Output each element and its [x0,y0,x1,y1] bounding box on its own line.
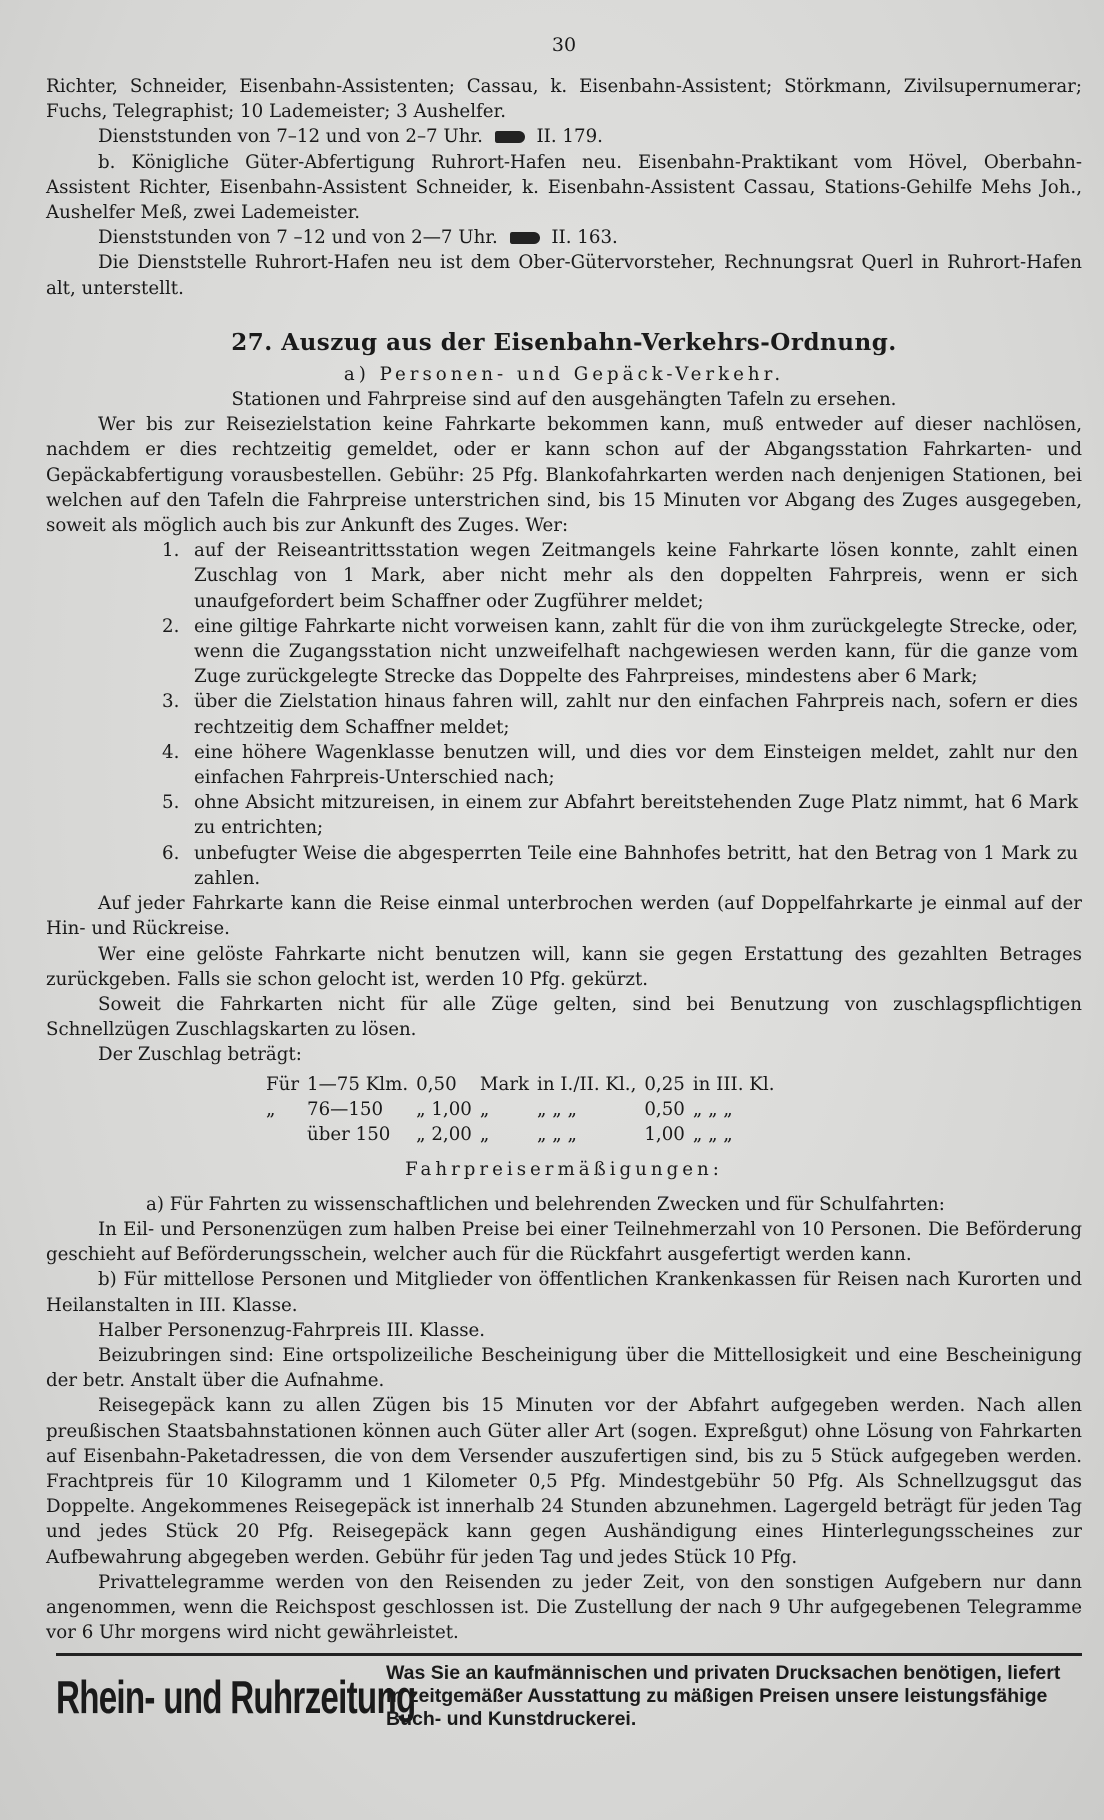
stations-note: Stationen und Fahrpreise sind auf den ausgehängten Tafeln zu ersehen. [231,389,897,411]
advertisement [56,1662,1082,1731]
pointing-hand-icon [495,131,525,143]
journey-break-paragraph: Auf jeder Fahrkarte kann die Reise einmal unterbrochen werden (auf Doppelfahrkarte je einmal auf der Hin- und Rückreise. [46,893,1082,940]
discount-a-text: In Eil- und Personenzügen zum halben Preise bei einer Teilnehmerzahl von 10 Personen. Die Beförderung geschieht auf Beförderungsschein, welcher auch für die Rückfahrt ausgefertigt werden kann. [46,1218,1082,1266]
express-paragraph: Soweit die Fahrkarten nicht für alle Züge gelten, sind bei Benutzung von zuschlagspflichtigen Schnellzügen Zuschlagskarten zu lösen. [46,993,1082,1041]
surcharge-label: Der Zuschlag beträgt: [98,1044,302,1066]
ticket-paragraph: Wer bis zur Reisezielstation keine Fahrkarte bekommen kann, muß entweder auf dieser nachlösen, nachdem er dies rechtzeitig gemeldet, oder er kann schon auf der Abgangsstation Fahrkarten- und Gepäckabfertigung vorausbestellen. Gebühr: 25 Pfg. Blankofahrkarten werden nach denjenigen Stationen, bei welchen auf den Tafeln die Fahrpreise unterstrichen sind, bis 15 Minuten vor Abgang des Zuges ausgegeben, soweit als möglich auch bis zur Ankunft des Zuges. Wer: [46,414,1082,537]
discount-heading: Fahrpreisermäßigungen: [405,1158,723,1180]
refund-paragraph: Wer eine gelöste Fahrkarte nicht benutzen will, kann sie gegen Erstattung des gezahlten Betrages zurückgeben. Falls sie schon gelocht ist, werden 10 Pfg. gekürzt. [46,943,1082,990]
table-row: über 150 „ 2,00 „ „ „ „ 1,00 „ „ „ [307,1123,733,1145]
office-hours-a-text: Dienststunden von 7–12 und von 2–7 Uhr. [98,126,483,148]
list-item: 1. auf der Reiseantrittsstation wegen Zeitmangels keine Fahrkarte lösen konnte, zahlt einen Zuschlag von 1 Mark, aber nicht mehr als den doppelten Fahrpreis, wenn er sich unaufgefordert beim Schaffner oder Zugführer meldet; [162,540,1078,612]
baggage-paragraph: Reisegepäck kann zu allen Zügen bis 15 Minuten vor der Abfahrt aufgegeben werden. Nach allen preußischen Staatsbahnstationen können auch Güter aller Art (sogen. Expreßgut) ohne Lösung von Fahrkarten auf Eisenbahn-Paketadressen, die von dem Versender auszufertigen sind, bis zu 5 Stück aufgegeben werden. Frachtpreis für 10 Kilogramm und 1 Kilometer 0,5 Pfg. Mindestgebühr 50 Pfg. Als Schnellzugsgut das Doppelte. Angekommenes Reisegepäck ist innerhalb 24 Stunden abzunehmen. Lagergeld beträgt für jeden Tag und jedes Stück 20 Pfg. Reisegepäck kann gegen Aushändigung eines Hinterlegungsscheines zur Aufbewahrung abgegeben werden. Gebühr für jeden Tag und jedes Stück 10 Pfg. [46,1395,1082,1568]
office-hours-b [46,225,1082,250]
office-hours-b-text: Dienststunden von 7 –12 und von 2—7 Uhr. [98,227,498,249]
discount-b-price: Halber Personenzug-Fahrpreis III. Klasse. [98,1319,486,1341]
list-item: 5. ohne Absicht mitzureisen, in einem zur Abfahrt bereitstehenden Zuge Platz nimmt, hat 6 Mark zu entrichten; [162,792,1078,839]
telephone-ref-a: II. 179. [536,126,603,148]
list-item: 2. eine giltige Fahrkarte nicht vorweisen kann, zahlt für die von ihm zurückgelegte Strecke, oder, wenn die Zugangsstation nicht unzweifelhaft nachgewiesen werden kann, für die ganze vom Zuge zurückgelegte Strecke das Doppelte des Fahrpreises, mindestens aber 6 Mark; [162,615,1078,688]
rules-list [46,538,1082,891]
pointing-hand-icon [510,232,540,244]
divider [56,1653,1082,1656]
staff-list: Richter, Schneider, Eisenbahn-Assistenten; Cassau, k. Eisenbahn-Assistent; Störkmann, Zivilsupernumerar; Fuchs, Telegraphist; 10 Lademeister; 3 Aushelfer. [46,76,1082,123]
telegram-paragraph: Privattelegramme werden von den Reisenden zu jeder Zeit, von den sonstigen Aufgebern nur dann angenommen, wenn die Reichspost geschlossen ist. Die Zustellung der nach 9 Uhr aufgegebenen Telegramme vor 6 Uhr morgens wird nicht gewährleistet. [46,1571,1082,1644]
office-note: Die Dienststelle Ruhrort-Hafen neu ist dem Ober-Gütervorsteher, Rechnungsrat Querl in Ruhrort-Hafen alt, unterstellt. [46,252,1082,299]
discount-a-title: a) Für Fahrten zu wissenschaftlichen und belehrenden Zwecken und für Schulfahrten: [146,1193,945,1215]
page-number: 30 [551,34,577,56]
goods-office-staff: b. Königliche Güter-Abfertigung Ruhrort-Hafen neu. Eisenbahn-Praktikant vom Hövel, Oberbahn-Assistent Richter, Eisenbahn-Assistent Schneider, k. Eisenbahn-Assistent Cassau, Stations-Gehilfe Mehs Joh., Aushelfer Meß, zwei Lademeister. [46,151,1082,224]
telephone-ref-b: II. 163. [551,227,618,249]
list-item: 3. über die Zielstation hinaus fahren will, zahlt nur den einfachen Fahrpreis nach, sofern er dies rechtzeitig dem Schaffner meldet; [162,691,1078,738]
discount-b-title: b) Für mittellose Personen und Mitglieder von öffentlichen Krankenkassen für Reisen nach Kurorten und Heilanstalten in III. Klasse. [46,1269,1082,1316]
newspaper-logo: Rhein- und Ruhrzeitung [56,1670,416,1723]
section-subheading: a) Personen- und Gepäck-Verkehr. [343,363,785,385]
advertisement-text: Was Sie an kaufmännischen und privaten Drucksachen benötigen, liefert in zeitgemäßer Ausstattung zu mäßigen Preisen unsere leistungsfähige Buch- und Kunstdruckerei. [386,1662,1061,1731]
list-item: 4. eine höhere Wagenklasse benutzen will, und dies vor dem Einsteigen meldet, zahlt nur den einfachen Fahrpreis-Unterschied nach; [162,741,1078,789]
office-hours-a [46,124,1082,149]
table-row: Für 1—75 Klm. 0,50 Mark in I./II. Kl., 0,25 in III. Kl. [266,1073,775,1095]
surcharge-table [266,1072,782,1147]
table-row: „ 76—150 „ 1,00 „ „ „ „ 0,50 „ „ „ [266,1098,733,1120]
section-heading: 27. Auszug aus der Eisenbahn-Verkehrs-Ordnung. [231,328,897,356]
discount-b-docs: Beizubringen sind: Eine ortspolizeiliche Bescheinigung über die Mittellosigkeit und eine Bescheinigung der betr. Anstalt über die Aufnahme. [46,1344,1082,1392]
list-item: 6. unbefugter Weise die abgesperrten Teile eine Bahnhofes betritt, hat den Betrag von 1 Mark zu zahlen. [162,842,1078,889]
